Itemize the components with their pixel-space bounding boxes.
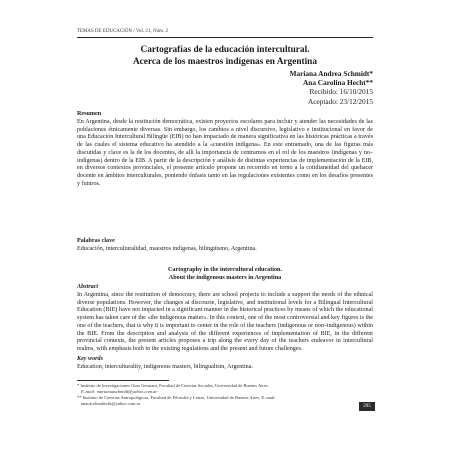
footnote-2-affiliation: ** Instituto de Ciencias Antropológicas, Facultad de Filosofía y Letras, Universidad de Buenos Aires. E–mail: [77,394,276,400]
english-title-line-2: About the indigenous masters in Argentina [168,274,282,281]
abstract-body: In Argentina, since the restitution of democracy, there are school projects to include a support the needs of the ethnical diverse populations. However, the changes at discourse, legislative, and institutional levels for a Bilingual Intercultural Education (BIE) have not impacted in a significant manner in the historical practices by means of which the educational system has taken care of the «the indigenous matter». In this context, one of the most controversial and key figures is the one of the teachers, that is why it is important to center in the role of the teachers (indigenous or non–indigenous) within the BIE. From the description and analysis of the different experiences of implementation of BIE, in the different provincial contexts, the present articles proposes a trip along the every day of the teachers endeavor in intercultural realms, with emphasis both in the existing regulations and the present and future challenges. [77,291,373,352]
abstract-section [77,284,373,354]
received-date: Recibido: 16/10/2015 [309,87,373,97]
accepted-date: Aceptado: 23/12/2015 [307,96,373,106]
header-rule [77,37,373,38]
author-1: Mariana Andrea Schmidt* [289,69,373,78]
footnote-2-email: anacarolinahecht@yahoo.com.ar [81,400,141,406]
title-line-2: Acerca de los maestros indígenas en Argentina [132,57,318,67]
palabras-clave-body: Educación, interculturalidad, maestros indígenas, bilingüismo, Argentina. [77,245,257,252]
abstract-heading: Abstract [77,284,99,290]
key-words-body: Education, interculturality, indigenous masters, bilingualism, Argentina. [77,363,253,370]
resumen-body: En Argentina, desde la restitución democrática, existen proyectos escolares para incluir y atender las necesidades de las poblaciones étnicamente diversas. Sin embargo, los cambios a nivel discursivo, legislativo e institucional en favor de una Educación Intercultural Bilingüe (EIB) no han impactado de manera significativa en las históricas prácticas a través de las cuales el sistema educativo ha atendido a la «cuestión indígena». En este entramado, una de las figuras más discutidas y clave es la de los docentes, de allí la importancia de centrarnos en el rol de los maestros (indígenas y no–indígenas) dentro de la EIB. A partir de la descripción y análisis de distintas experiencias de implementación de la EIB, en diversos contextos provinciales, el presente artículo propone un recorrido en torno a la cotidianeidad del quehacer docente en ámbitos interculturales, poniendo énfasis tanto en las regulaciones existentes como en los desafíos presentes y futuros. [77,118,373,187]
author-block [230,69,373,106]
english-title [77,267,373,282]
article-title [77,44,373,68]
footnote-1-affiliation: * Instituto de Investigaciones Gino Germani, Facultad de Ciencias Sociales, Universidad de Buenos Aires. [77,383,269,388]
footnotes [77,383,340,407]
resumen-heading: Resumen [77,111,102,117]
running-header: TEMAS DE EDUCACIÓN / Vol. 21, Núm. 2 [77,29,169,34]
palabras-clave-section [77,238,373,254]
footnote-1-email-text: E–mail: marianaaschmidt@yahoo.com.ar [81,388,158,394]
title-line-1: Cartografías de la educación intercultural. [140,45,310,55]
key-words-heading: Key words [77,356,103,362]
author-2: Ana Carolina Hecht** [303,78,373,88]
footnote-rule [77,380,169,381]
palabras-clave-heading: Palabras clave [77,238,115,244]
key-words-section [77,356,373,372]
resumen-section [77,111,373,189]
english-title-line-1: Cartography in the intercultural education. [168,267,282,273]
page-number: 295 [359,402,375,411]
